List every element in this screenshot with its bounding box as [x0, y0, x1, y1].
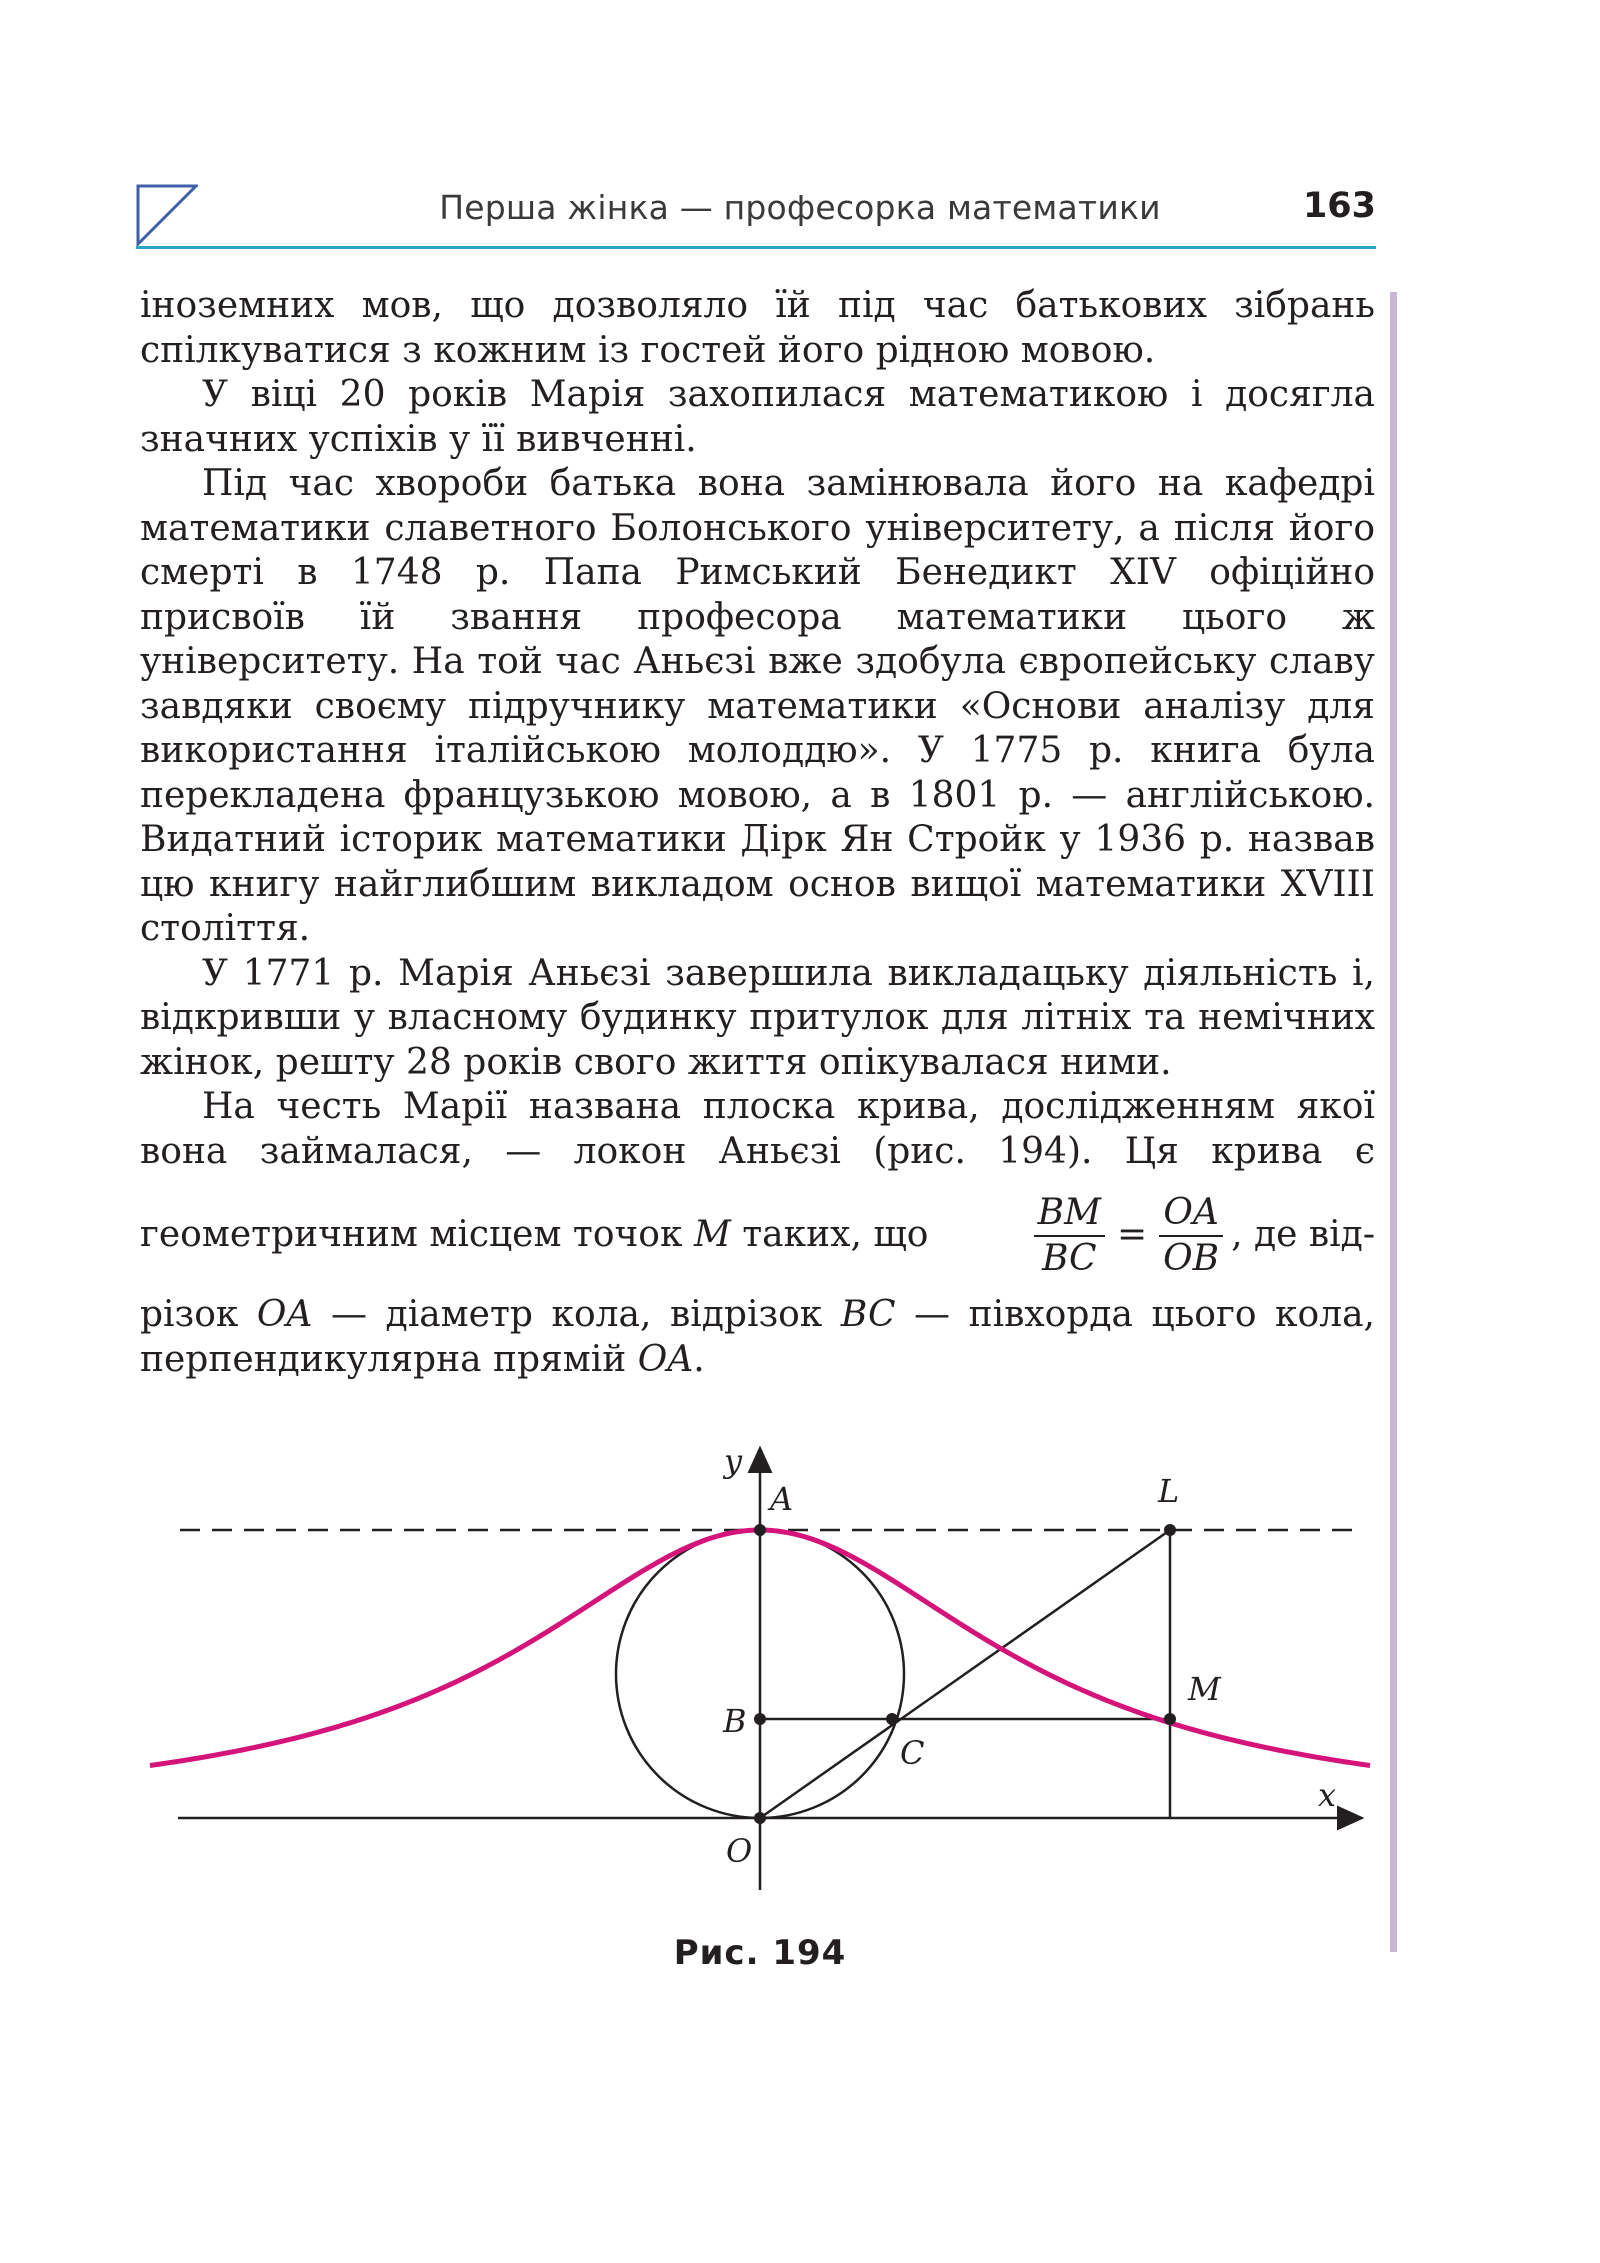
body-text	[140, 284, 1375, 1382]
paragraph-2: У віці 20 років Марія захопилася математикою і досягла значних успіхів у її вивченні.	[140, 374, 1375, 460]
point-c	[886, 1713, 898, 1725]
label-c: C	[900, 1734, 925, 1772]
label-b: B	[723, 1702, 747, 1740]
label-x: x	[1318, 1776, 1337, 1814]
header-rule	[136, 246, 1376, 249]
label-o: O	[726, 1832, 753, 1870]
paragraph-6: різок OA — діаметр кола, відрізок BC — півхорда цього кола, перпендикулярна прямій OA.	[140, 1294, 1375, 1380]
fraction-bm-bc: $\frac{BM}{BC}$	[1034, 1191, 1105, 1281]
paragraph-1: іноземних мов, що дозволяло їй під час батькових зібрань спілкуватися з кожним із гостей його рідною мовою.	[140, 285, 1375, 371]
point-a	[754, 1524, 766, 1536]
ratio-formula: $\frac{BM}{BC}$ = $\frac{OA}{OB}$ , де від-	[1026, 1191, 1375, 1281]
figure-caption: Рис. 194	[673, 1933, 847, 1973]
point-m	[1164, 1713, 1176, 1725]
formula-text-after: , де від-	[1231, 1214, 1375, 1256]
formula-line	[140, 1178, 1375, 1293]
page-number: 163	[1302, 186, 1376, 226]
point-m-label: M	[693, 1214, 731, 1256]
label-m: M	[1188, 1670, 1221, 1708]
margin-bar	[1390, 292, 1397, 1952]
paragraph-3: Під час хвороби батька вона замінювала його на кафедрі математики славетного Болонського університету, а після його смерті в 1748 р. Папа Римський Бенедикт XIV офіційно присвоїв їй звання професора математики цього ж університету. На той час Аньєзі вже здобула європейську славу завдяки своєму підручнику математики «Основи аналізу для використання італійською молоддю». У 1775 р. книга була перекладена французькою мовою, а в 1801 р. — англійською. Видатний історик математики Дірк Ян Стройк у 1936 р. назвав цю книгу найглибшим викладом основ вищої математики XVIII століття.	[140, 463, 1375, 949]
point-b	[754, 1713, 766, 1725]
label-y: y	[724, 1442, 743, 1480]
paragraph-4: У 1771 р. Марія Аньєзі завершила викладацьку діяльність і, відкривши у власному будинку притулок для літніх та немічних жінок, решту 28 років свого життя опікувалася ними.	[140, 952, 1375, 1083]
label-l: L	[1158, 1472, 1180, 1510]
label-a: A	[770, 1480, 794, 1518]
running-header-title: Перша жінка — професорка математики	[439, 188, 1161, 227]
witch-of-agnesi-figure	[140, 1430, 1380, 1910]
formula-text-before: геометричним місцем точок M таких, що	[140, 1214, 929, 1256]
line-o-l	[760, 1530, 1170, 1818]
fraction-oa-ob: $\frac{OA}{OB}$	[1159, 1191, 1223, 1281]
paragraph-5: На честь Марії названа плоска крива, дослідженням якої вона займалася, — локон Аньєзі (рис. 194). Ця крива є	[140, 1086, 1375, 1172]
point-l	[1164, 1524, 1176, 1536]
point-o	[754, 1812, 766, 1824]
